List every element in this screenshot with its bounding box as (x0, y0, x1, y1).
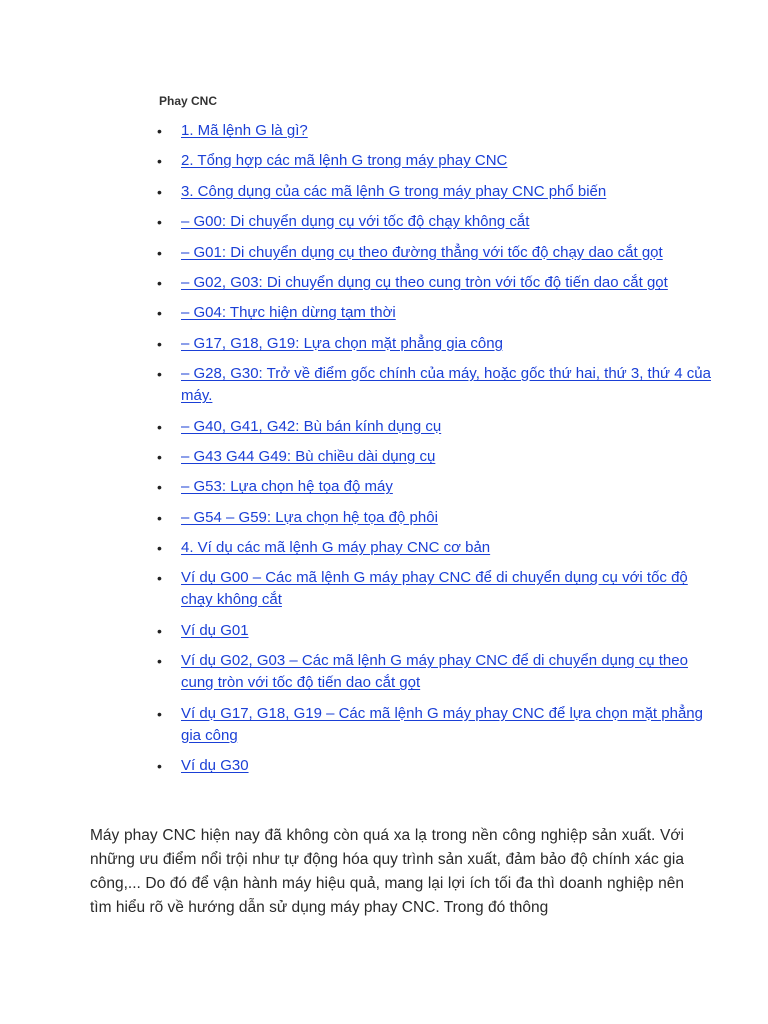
toc-link[interactable]: Ví dụ G00 – Các mã lệnh G máy phay CNC để di chuyển dụng cụ với tốc độ chạy không cắt (181, 569, 688, 609)
toc-item (157, 703, 717, 747)
bullet-icon: • (157, 274, 162, 291)
bullet-icon: • (157, 366, 162, 383)
toc-item (157, 302, 717, 324)
table-of-contents (157, 120, 717, 785)
toc-link[interactable]: Ví dụ G02, G03 – Các mã lệnh G máy phay CNC để di chuyển dụng cụ theo cung tròn với tốc độ tiến dao cắt gọt (181, 652, 688, 692)
toc-item (157, 755, 717, 777)
bullet-icon: • (157, 479, 162, 496)
toc-link[interactable]: – G54 – G59: Lựa chọn hệ tọa độ phôi (181, 508, 438, 526)
toc-link[interactable]: Ví dụ G01 (181, 621, 249, 639)
toc-item (157, 476, 717, 498)
toc-item (157, 242, 717, 264)
toc-item (157, 150, 717, 172)
bullet-icon: • (157, 335, 162, 352)
toc-link[interactable]: Ví dụ G30 (181, 757, 249, 775)
intro-paragraph: Máy phay CNC hiện nay đã không còn quá xa lạ trong nền công nghiệp sản xuất. Với những ưu điểm nổi trội như tự động hóa quy trình sản xuất, đảm bảo độ chính xác gia công,... Do đó để vận hành máy hiệu quả, mang lại lợi ích tối đa thì doanh nghiệp nên tìm hiểu rõ về hướng dẫn sử dụng máy phay CNC. Trong đó thông (90, 827, 684, 916)
toc-item (157, 416, 717, 438)
bullet-icon: • (157, 509, 162, 526)
bullet-icon: • (157, 622, 162, 639)
toc-link[interactable]: – G00: Di chuyển dụng cụ với tốc độ chạy không cắt (181, 213, 530, 231)
toc-link[interactable]: – G17, G18, G19: Lựa chọn mặt phẳng gia công (181, 334, 503, 352)
document-heading: Phay CNC (159, 94, 218, 108)
bullet-icon: • (157, 418, 162, 435)
bullet-icon: • (157, 153, 162, 170)
bullet-icon: • (157, 214, 162, 231)
toc-item (157, 363, 717, 407)
toc-item (157, 272, 717, 294)
toc-item (157, 211, 717, 233)
toc-link[interactable]: – G28, G30: Trở về điểm gốc chính của máy, hoặc gốc thứ hai, thứ 3, thứ 4 của máy. (181, 365, 711, 405)
bullet-icon: • (157, 653, 162, 670)
bullet-icon: • (157, 305, 162, 322)
toc-link[interactable]: 3. Công dụng của các mã lệnh G trong máy phay CNC phổ biến (181, 182, 607, 200)
toc-item (157, 333, 717, 355)
bullet-icon: • (157, 540, 162, 557)
toc-item (157, 120, 717, 142)
toc-link[interactable]: – G43 G44 G49: Bù chiều dài dụng cụ (181, 447, 436, 465)
toc-link[interactable]: – G53: Lựa chọn hệ tọa độ máy (181, 478, 393, 496)
toc-item (157, 537, 717, 559)
toc-item (157, 650, 717, 694)
toc-link[interactable]: Ví dụ G17, G18, G19 – Các mã lệnh G máy phay CNC để lựa chọn mặt phẳng gia công (181, 704, 703, 744)
toc-link[interactable]: – G40, G41, G42: Bù bán kính dụng cụ (181, 417, 442, 435)
toc-link[interactable]: 2. Tổng hợp các mã lệnh G trong máy phay CNC (181, 152, 508, 170)
toc-item (157, 446, 717, 468)
toc-item (157, 620, 717, 642)
bullet-icon: • (157, 705, 162, 722)
toc-link[interactable]: 1. Mã lệnh G là gì? (181, 122, 308, 139)
toc-item (157, 181, 717, 203)
bullet-icon: • (157, 244, 162, 261)
toc-item (157, 507, 717, 529)
toc-link[interactable]: – G01: Di chuyển dụng cụ theo đường thẳng với tốc độ chạy dao cắt gọt (181, 243, 663, 261)
toc-item (157, 567, 717, 611)
toc-link[interactable]: 4. Ví dụ các mã lệnh G máy phay CNC cơ bản (181, 539, 491, 557)
bullet-icon: • (157, 758, 162, 775)
bullet-icon: • (157, 570, 162, 587)
toc-link[interactable]: – G04: Thực hiện dừng tạm thời (181, 304, 396, 322)
bullet-icon: • (157, 123, 162, 139)
toc-link[interactable]: – G02, G03: Di chuyển dụng cụ theo cung tròn với tốc độ tiến dao cắt gọt (181, 273, 668, 291)
bullet-icon: • (157, 448, 162, 465)
bullet-icon: • (157, 183, 162, 200)
